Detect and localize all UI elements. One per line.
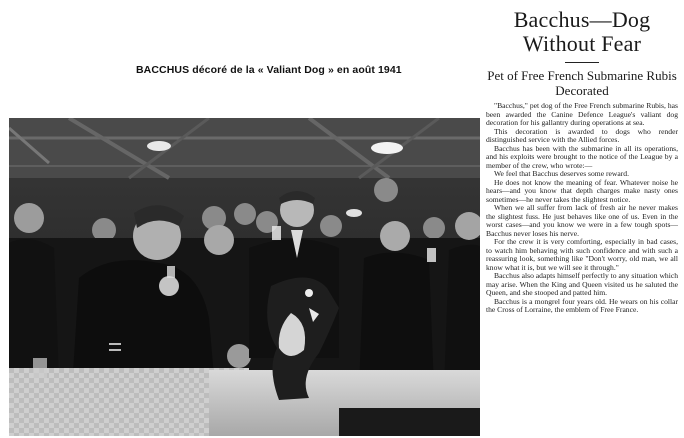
article-headline: Bacchus—Dog Without Fear <box>513 7 651 56</box>
article-paragraph: For the crew it is very comforting, especially in bad cases, to watch him behaving with such confidence and with such a reassuring look, something like "Don't worry, old man, we all know what it is, but we will see it through." <box>486 237 678 272</box>
article-body <box>486 102 678 315</box>
article-paragraph: This decoration is awarded to dogs who render distinguished service with the Allied forces. <box>486 126 678 144</box>
article-paragraph: When we all suffer from lack of fresh air he never makes the slightest fuss. He just behaves like one of us. Even in the worst cases—and you know we were in a few tough spots—Bacchus never loses his nerve. <box>486 203 678 238</box>
photo-sailors-toasting-dog-icon <box>9 118 480 436</box>
article-paragraph: "Bacchus," pet dog of the Free French submarine Rubis, has been awarded the Canine Defence League's valiant dog decoration for his gallantry during operations at sea. <box>486 101 678 127</box>
article-paragraph: We feel that Bacchus deserves some reward. <box>494 169 629 178</box>
article <box>486 8 678 315</box>
article-paragraph: Bacchus has been with the submarine in all its operations, and his exploits were brought to the notice of the League by a member of the crew, who wrote:— <box>486 143 678 170</box>
article-paragraph: Bacchus is a mongrel four years old. He wears on his collar the Cross of Lorraine, the emblem of Free France. <box>486 296 678 314</box>
article-paragraph: Bacchus also adapts himself perfectly to any situation which may arise. When the King and Queen visited us he saluted the Queen, and she stooped and patted him. <box>486 271 678 297</box>
photo-caption: BACCHUS décoré de la « Valiant Dog » en août 1941 <box>136 64 402 76</box>
article-subheadline: Pet of Free French Submarine Rubis Decorated <box>487 68 677 98</box>
headline-divider <box>565 62 599 63</box>
article-paragraph: He does not know the meaning of fear. Whatever noise he hears—and you know that depth charges make nasty ones sometimes—he never takes the slightest notice. <box>486 177 678 204</box>
